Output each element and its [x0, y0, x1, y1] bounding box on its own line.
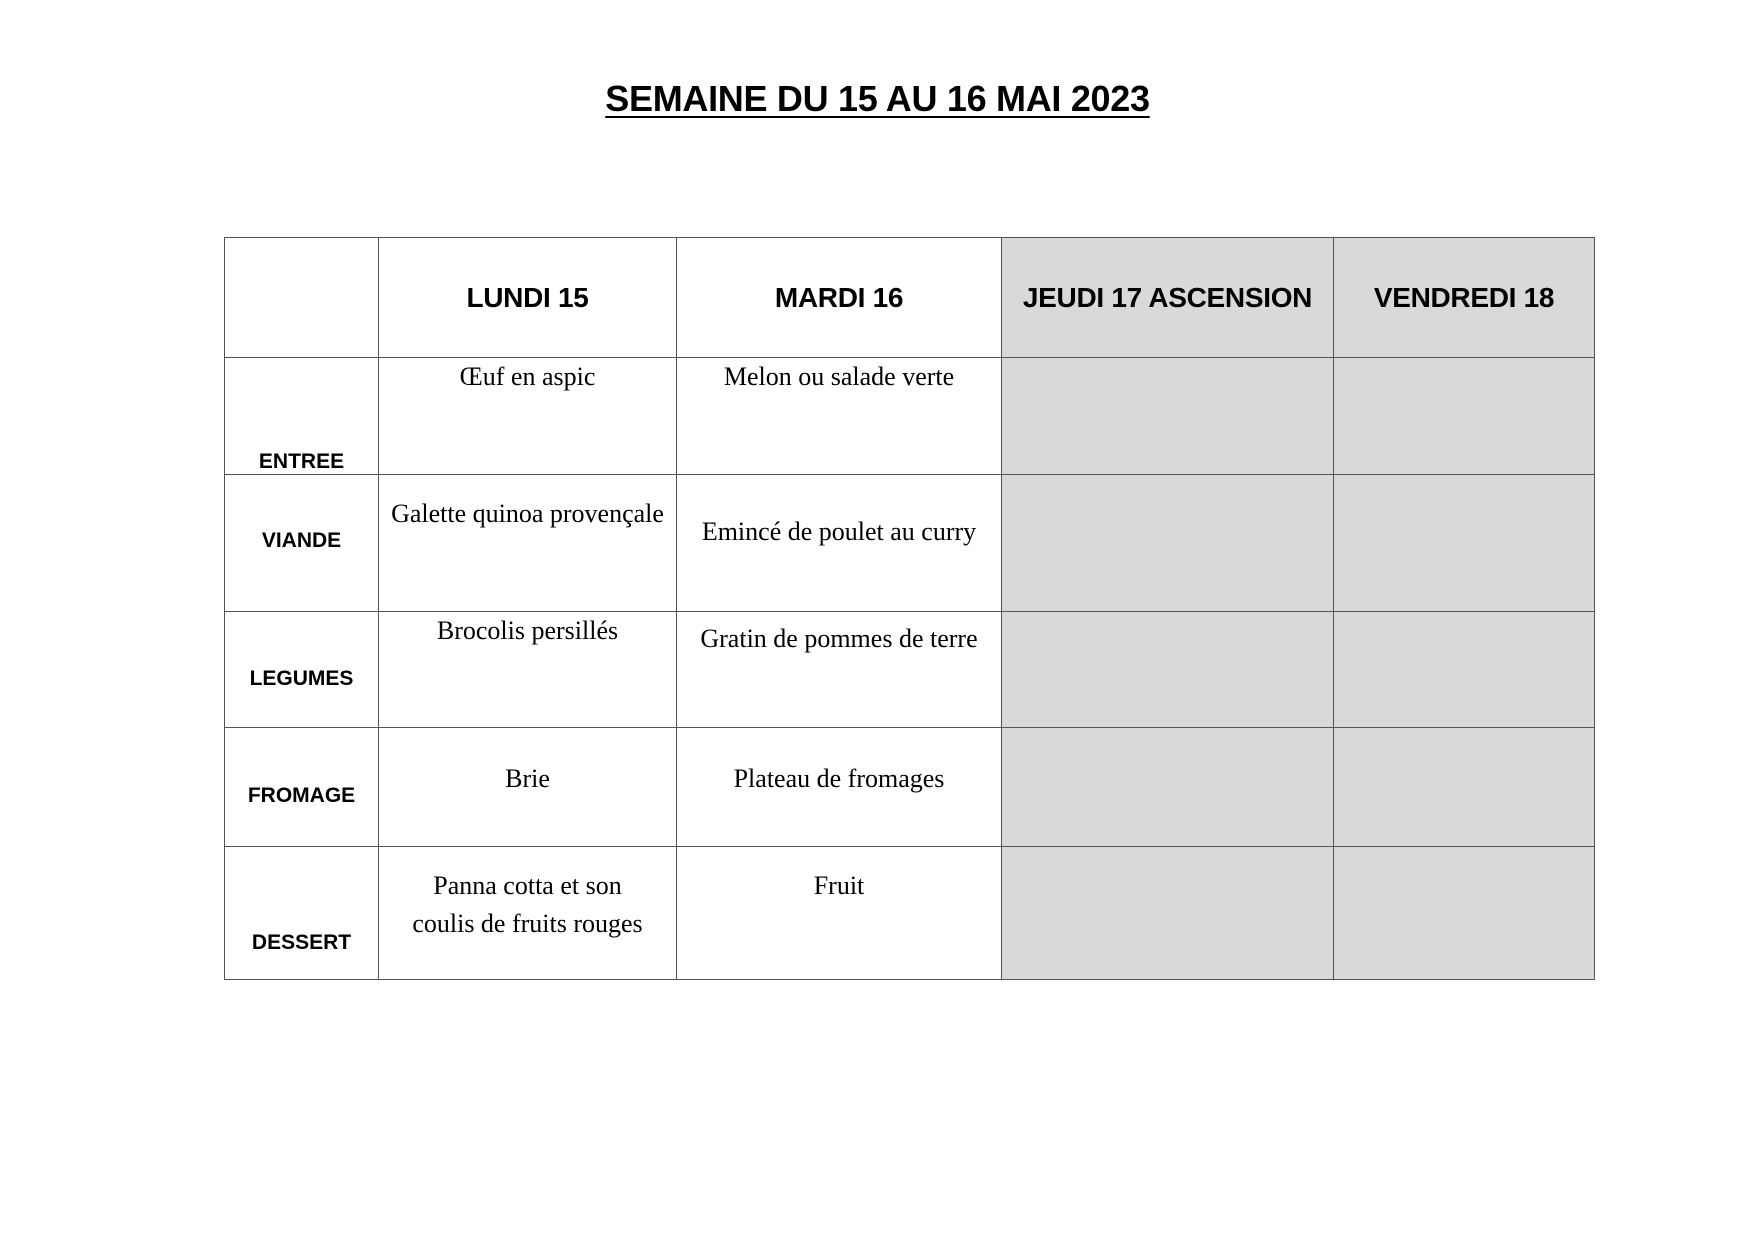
page-title: SEMAINE DU 15 AU 16 MAI 2023 [605, 78, 1150, 119]
day-header-jeudi: JEUDI 17 ASCENSION [1002, 238, 1334, 358]
closed-cell [1002, 358, 1334, 475]
closed-cell [1334, 475, 1595, 612]
dish-cell: Fruit [677, 847, 1002, 980]
table-row [225, 612, 1595, 728]
closed-cell [1002, 847, 1334, 980]
dish-cell: Panna cotta et son coulis de fruits rouges [379, 847, 677, 980]
closed-cell [1002, 612, 1334, 728]
closed-cell [1002, 475, 1334, 612]
row-label-legumes: LEGUMES [225, 612, 379, 728]
day-header-mardi: MARDI 16 [677, 238, 1002, 358]
dish-cell: Emincé de poulet au curry [677, 475, 1002, 612]
closed-cell [1334, 847, 1595, 980]
closed-cell [1334, 728, 1595, 847]
dish-cell: Gratin de pommes de terre [677, 612, 1002, 728]
closed-cell [1334, 358, 1595, 475]
dish-cell: Melon ou salade verte [677, 358, 1002, 475]
dish-cell: Plateau de fromages [677, 728, 1002, 847]
dish-cell: Brocolis persillés [379, 612, 677, 728]
dish-cell: Brie [379, 728, 677, 847]
row-label-viande: VIANDE [225, 475, 379, 612]
table-row [225, 847, 1595, 980]
dish-cell: Galette quinoa provençale [379, 475, 677, 612]
table-row [225, 728, 1595, 847]
dish-cell: Œuf en aspic [379, 358, 677, 475]
row-label-dessert: DESSERT [225, 847, 379, 980]
row-label-fromage: FROMAGE [225, 728, 379, 847]
table-row [225, 475, 1595, 612]
row-label-entree: ENTREE [225, 358, 379, 475]
table-row [225, 358, 1595, 475]
day-header-lundi: LUNDI 15 [379, 238, 677, 358]
header-row [225, 238, 1595, 358]
closed-cell [1334, 612, 1595, 728]
menu-table [224, 237, 1595, 980]
corner-cell [225, 238, 379, 358]
closed-cell [1002, 728, 1334, 847]
day-header-vendredi: VENDREDI 18 [1334, 238, 1595, 358]
